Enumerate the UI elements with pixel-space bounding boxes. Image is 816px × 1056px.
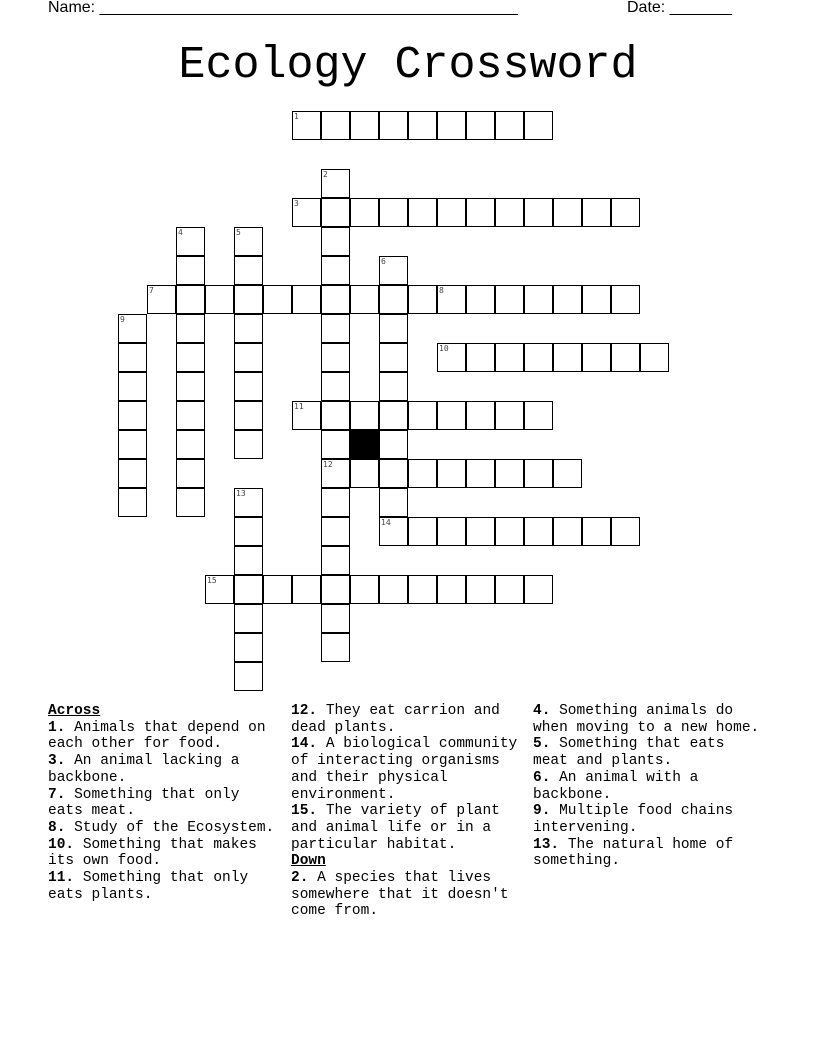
grid-clue-number: 3 <box>294 199 299 208</box>
grid-cell[interactable] <box>408 517 437 546</box>
grid-cell[interactable] <box>553 517 582 546</box>
grid-cell[interactable] <box>640 343 669 372</box>
grid-cell[interactable] <box>234 343 263 372</box>
grid-cell[interactable] <box>582 517 611 546</box>
grid-cell[interactable] <box>466 343 495 372</box>
grid-cell[interactable] <box>466 401 495 430</box>
grid-cell[interactable] <box>466 111 495 140</box>
grid-cell[interactable] <box>350 459 379 488</box>
grid-cell[interactable] <box>495 343 524 372</box>
grid-cell[interactable] <box>437 575 466 604</box>
page-title: Ecology Crossword <box>178 40 638 91</box>
grid-cell[interactable] <box>176 256 205 285</box>
grid-cell[interactable] <box>611 198 640 227</box>
grid-cell[interactable] <box>524 575 553 604</box>
grid-cell[interactable] <box>234 401 263 430</box>
date-field-label[interactable]: Date: _______ <box>627 0 732 16</box>
grid-cell[interactable] <box>118 430 147 459</box>
grid-cell[interactable] <box>234 430 263 459</box>
grid-cell[interactable] <box>176 314 205 343</box>
clue-across-11: 11. Something that only eats plants. <box>48 870 249 903</box>
grid-cell[interactable] <box>234 372 263 401</box>
grid-clue-number: 2 <box>323 170 328 179</box>
grid-cell[interactable] <box>611 285 640 314</box>
grid-cell[interactable] <box>321 488 350 517</box>
clue-down-5: 5. Something that eats meat and plants. <box>533 736 725 770</box>
grid-cell[interactable] <box>553 198 582 227</box>
grid-cell[interactable] <box>321 372 350 401</box>
grid-clue-number: 8 <box>439 286 444 295</box>
clue-across-8: 8. Study of the Ecosystem. <box>48 819 275 836</box>
clue-down-2: 2. A species that lives somewhere that it doesn't come from. <box>291 870 509 920</box>
grid-cell[interactable] <box>321 517 350 546</box>
grid-cell[interactable] <box>321 343 350 372</box>
grid-cell[interactable] <box>379 111 408 140</box>
grid-cell[interactable] <box>524 517 553 546</box>
grid-cell[interactable] <box>321 575 350 604</box>
grid-cell[interactable] <box>292 285 321 314</box>
grid-clue-number: 10 <box>439 344 449 353</box>
grid-cell[interactable] <box>263 285 292 314</box>
grid-clue-number: 6 <box>381 257 386 266</box>
grid-cell[interactable] <box>408 459 437 488</box>
grid-cell[interactable] <box>321 430 350 459</box>
grid-cell[interactable] <box>582 343 611 372</box>
clue-across-12: 12. They eat carrion and dead plants. <box>291 703 500 736</box>
grid-cell[interactable] <box>350 401 379 430</box>
grid-cell[interactable] <box>379 459 408 488</box>
clue-down-13: 13. The natural home of something. <box>533 836 734 870</box>
grid-cell[interactable] <box>118 459 147 488</box>
grid-cell[interactable] <box>495 285 524 314</box>
grid-cell[interactable] <box>321 401 350 430</box>
clues-column-2 <box>291 703 521 920</box>
grid-cell[interactable] <box>263 575 292 604</box>
grid-cell[interactable] <box>524 285 553 314</box>
grid-cell[interactable] <box>321 314 350 343</box>
grid-cell[interactable] <box>524 343 553 372</box>
clues-column-1 <box>48 703 278 903</box>
grid-cell[interactable] <box>205 285 234 314</box>
grid-cell[interactable] <box>176 401 205 430</box>
grid-cell[interactable] <box>234 575 263 604</box>
grid-cell[interactable] <box>321 546 350 575</box>
grid-cell[interactable] <box>437 459 466 488</box>
grid-clue-number: 9 <box>120 315 125 324</box>
grid-clue-number: 7 <box>149 286 154 295</box>
grid-cell[interactable] <box>379 314 408 343</box>
grid-cell[interactable] <box>379 430 408 459</box>
grid-cell[interactable] <box>176 488 205 517</box>
grid-cell[interactable] <box>437 517 466 546</box>
grid-cell[interactable] <box>582 198 611 227</box>
grid-cell[interactable] <box>495 459 524 488</box>
grid-cell[interactable] <box>176 430 205 459</box>
clues-column-3 <box>533 703 763 870</box>
grid-cell[interactable] <box>495 401 524 430</box>
grid-cell[interactable] <box>379 488 408 517</box>
grid-cell[interactable] <box>437 198 466 227</box>
grid-cell[interactable] <box>176 343 205 372</box>
grid-cell[interactable] <box>321 256 350 285</box>
grid-cell[interactable] <box>379 575 408 604</box>
grid-cell[interactable] <box>321 111 350 140</box>
grid-black-cell <box>350 430 379 459</box>
clue-across-1: 1. Animals that depend on each other for food. <box>48 719 266 753</box>
grid-cell[interactable] <box>379 285 408 314</box>
grid-cell[interactable] <box>466 459 495 488</box>
grid-cell[interactable] <box>118 401 147 430</box>
grid-cell[interactable] <box>350 285 379 314</box>
grid-cell[interactable] <box>234 517 263 546</box>
down-heading: Down <box>291 853 326 870</box>
grid-cell[interactable] <box>234 314 263 343</box>
grid-cell[interactable] <box>234 662 263 691</box>
grid-cell[interactable] <box>118 488 147 517</box>
grid-cell[interactable] <box>234 633 263 662</box>
grid-cell[interactable] <box>176 285 205 314</box>
grid-cell[interactable] <box>553 343 582 372</box>
grid-cell[interactable] <box>524 198 553 227</box>
grid-cell[interactable] <box>176 372 205 401</box>
grid-cell[interactable] <box>321 604 350 633</box>
grid-cell[interactable] <box>321 633 350 662</box>
grid-cell[interactable] <box>408 111 437 140</box>
grid-clue-number: 13 <box>236 489 246 498</box>
grid-cell[interactable] <box>611 517 640 546</box>
grid-cell[interactable] <box>176 459 205 488</box>
grid-cell[interactable] <box>611 343 640 372</box>
grid-cell[interactable] <box>408 198 437 227</box>
grid-cell[interactable] <box>466 517 495 546</box>
clue-down-9: 9. Multiple food chains intervening. <box>533 803 734 836</box>
clue-down-4: 4. Something animals do when moving to a new home. <box>533 703 760 736</box>
grid-cell[interactable] <box>321 198 350 227</box>
grid-clue-number: 15 <box>207 576 217 585</box>
grid-clue-number: 11 <box>294 402 304 411</box>
grid-cell[interactable] <box>524 401 553 430</box>
clue-across-10: 10. Something that makes its own food. <box>48 836 257 870</box>
grid-cell[interactable] <box>553 459 582 488</box>
clue-across-14: 14. A biological community of interacting organisms and their physical environment. <box>291 736 518 803</box>
grid-cell[interactable] <box>350 198 379 227</box>
clue-down-6: 6. An animal with a backbone. <box>533 769 699 803</box>
grid-clue-number: 1 <box>294 112 299 121</box>
grid-cell[interactable] <box>379 372 408 401</box>
grid-cell[interactable] <box>466 198 495 227</box>
grid-cell[interactable] <box>350 575 379 604</box>
grid-cell[interactable] <box>524 459 553 488</box>
grid-cell[interactable] <box>118 343 147 372</box>
grid-cell[interactable] <box>350 111 379 140</box>
grid-cell[interactable] <box>524 111 553 140</box>
grid-cell[interactable] <box>466 285 495 314</box>
grid-cell[interactable] <box>234 285 263 314</box>
grid-clue-number: 5 <box>236 228 241 237</box>
clue-across-7: 7. Something that only eats meat. <box>48 786 240 820</box>
grid-cell[interactable] <box>379 401 408 430</box>
grid-cell[interactable] <box>437 401 466 430</box>
grid-cell[interactable] <box>408 401 437 430</box>
grid-cell[interactable] <box>379 343 408 372</box>
grid-cell[interactable] <box>292 575 321 604</box>
grid-cell[interactable] <box>234 256 263 285</box>
grid-cell[interactable] <box>379 198 408 227</box>
grid-clue-number: 14 <box>381 518 391 527</box>
grid-cell[interactable] <box>408 575 437 604</box>
grid-clue-number: 12 <box>323 460 333 469</box>
grid-cell[interactable] <box>437 111 466 140</box>
grid-cell[interactable] <box>408 285 437 314</box>
clue-across-15: 15. The variety of plant and animal life or in a particular habitat. <box>291 803 500 853</box>
clue-across-3: 3. An animal lacking a backbone. <box>48 753 240 786</box>
grid-cell[interactable] <box>553 285 582 314</box>
across-heading: Across <box>48 703 101 719</box>
grid-cell[interactable] <box>234 546 263 575</box>
grid-cell[interactable] <box>495 517 524 546</box>
grid-cell[interactable] <box>466 575 495 604</box>
grid-cell[interactable] <box>234 604 263 633</box>
grid-clue-number: 4 <box>178 228 183 237</box>
name-field-label[interactable]: Name: _______________________________________________ <box>48 0 518 16</box>
grid-cell[interactable] <box>495 575 524 604</box>
grid-cell[interactable] <box>582 285 611 314</box>
grid-cell[interactable] <box>321 285 350 314</box>
grid-cell[interactable] <box>495 111 524 140</box>
grid-cell[interactable] <box>495 198 524 227</box>
grid-cell[interactable] <box>321 227 350 256</box>
grid-cell[interactable] <box>118 372 147 401</box>
